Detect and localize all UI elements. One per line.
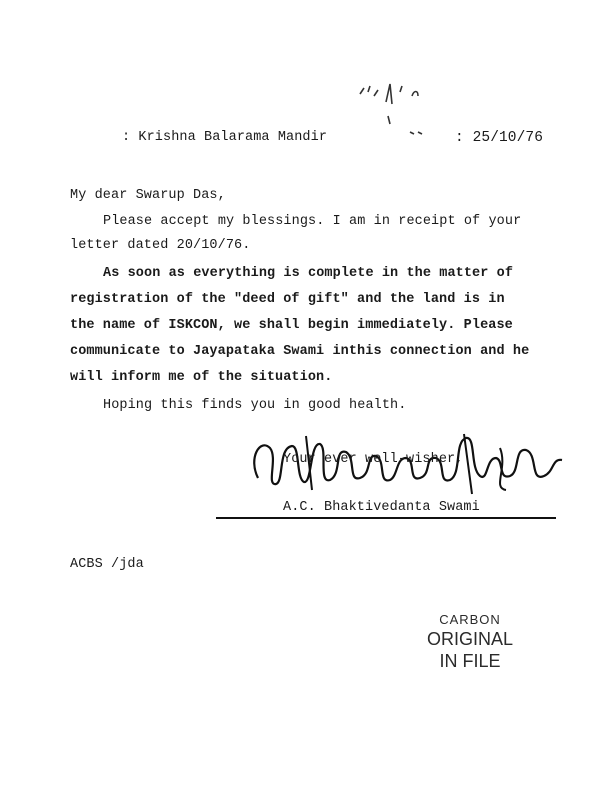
reference-initials: ACBS /jda bbox=[70, 557, 144, 572]
handwritten-signature bbox=[248, 428, 570, 508]
paragraph2-line5: will inform me of the situation. bbox=[70, 370, 333, 385]
salutation: My dear Swarup Das, bbox=[70, 188, 226, 203]
valediction: Your ever well-wisher, bbox=[283, 452, 464, 467]
signature-underline bbox=[216, 517, 556, 519]
header-date: : 25/10/76 bbox=[455, 130, 544, 146]
stamp-line-1: CARBON bbox=[439, 612, 501, 627]
carbon-stamp bbox=[415, 612, 525, 672]
paragraph2-line2: registration of the "deed of gift" and the land is in bbox=[70, 292, 505, 307]
paragraph1-line1: Please accept my blessings. I am in receipt of your bbox=[103, 214, 522, 229]
stamp-line-2: ORIGINAL bbox=[426, 629, 514, 649]
handwritten-mark-top bbox=[352, 82, 432, 142]
header-location: : Krishna Balarama Mandir bbox=[122, 130, 328, 145]
paragraph1-line2: letter dated 20/10/76. bbox=[70, 238, 251, 253]
closing-line: Hoping this finds you in good health. bbox=[103, 398, 407, 413]
paragraph2-line4: communicate to Jayapataka Swami inthis connection and he bbox=[70, 344, 530, 359]
stamp-line-3: IN FILE bbox=[439, 651, 501, 671]
signature-name: A.C. Bhaktivedanta Swami bbox=[283, 500, 480, 515]
paragraph2-line3: the name of ISKCON, we shall begin immediately. Please bbox=[70, 318, 513, 333]
paragraph2-line1: As soon as everything is complete in the matter of bbox=[103, 266, 514, 281]
